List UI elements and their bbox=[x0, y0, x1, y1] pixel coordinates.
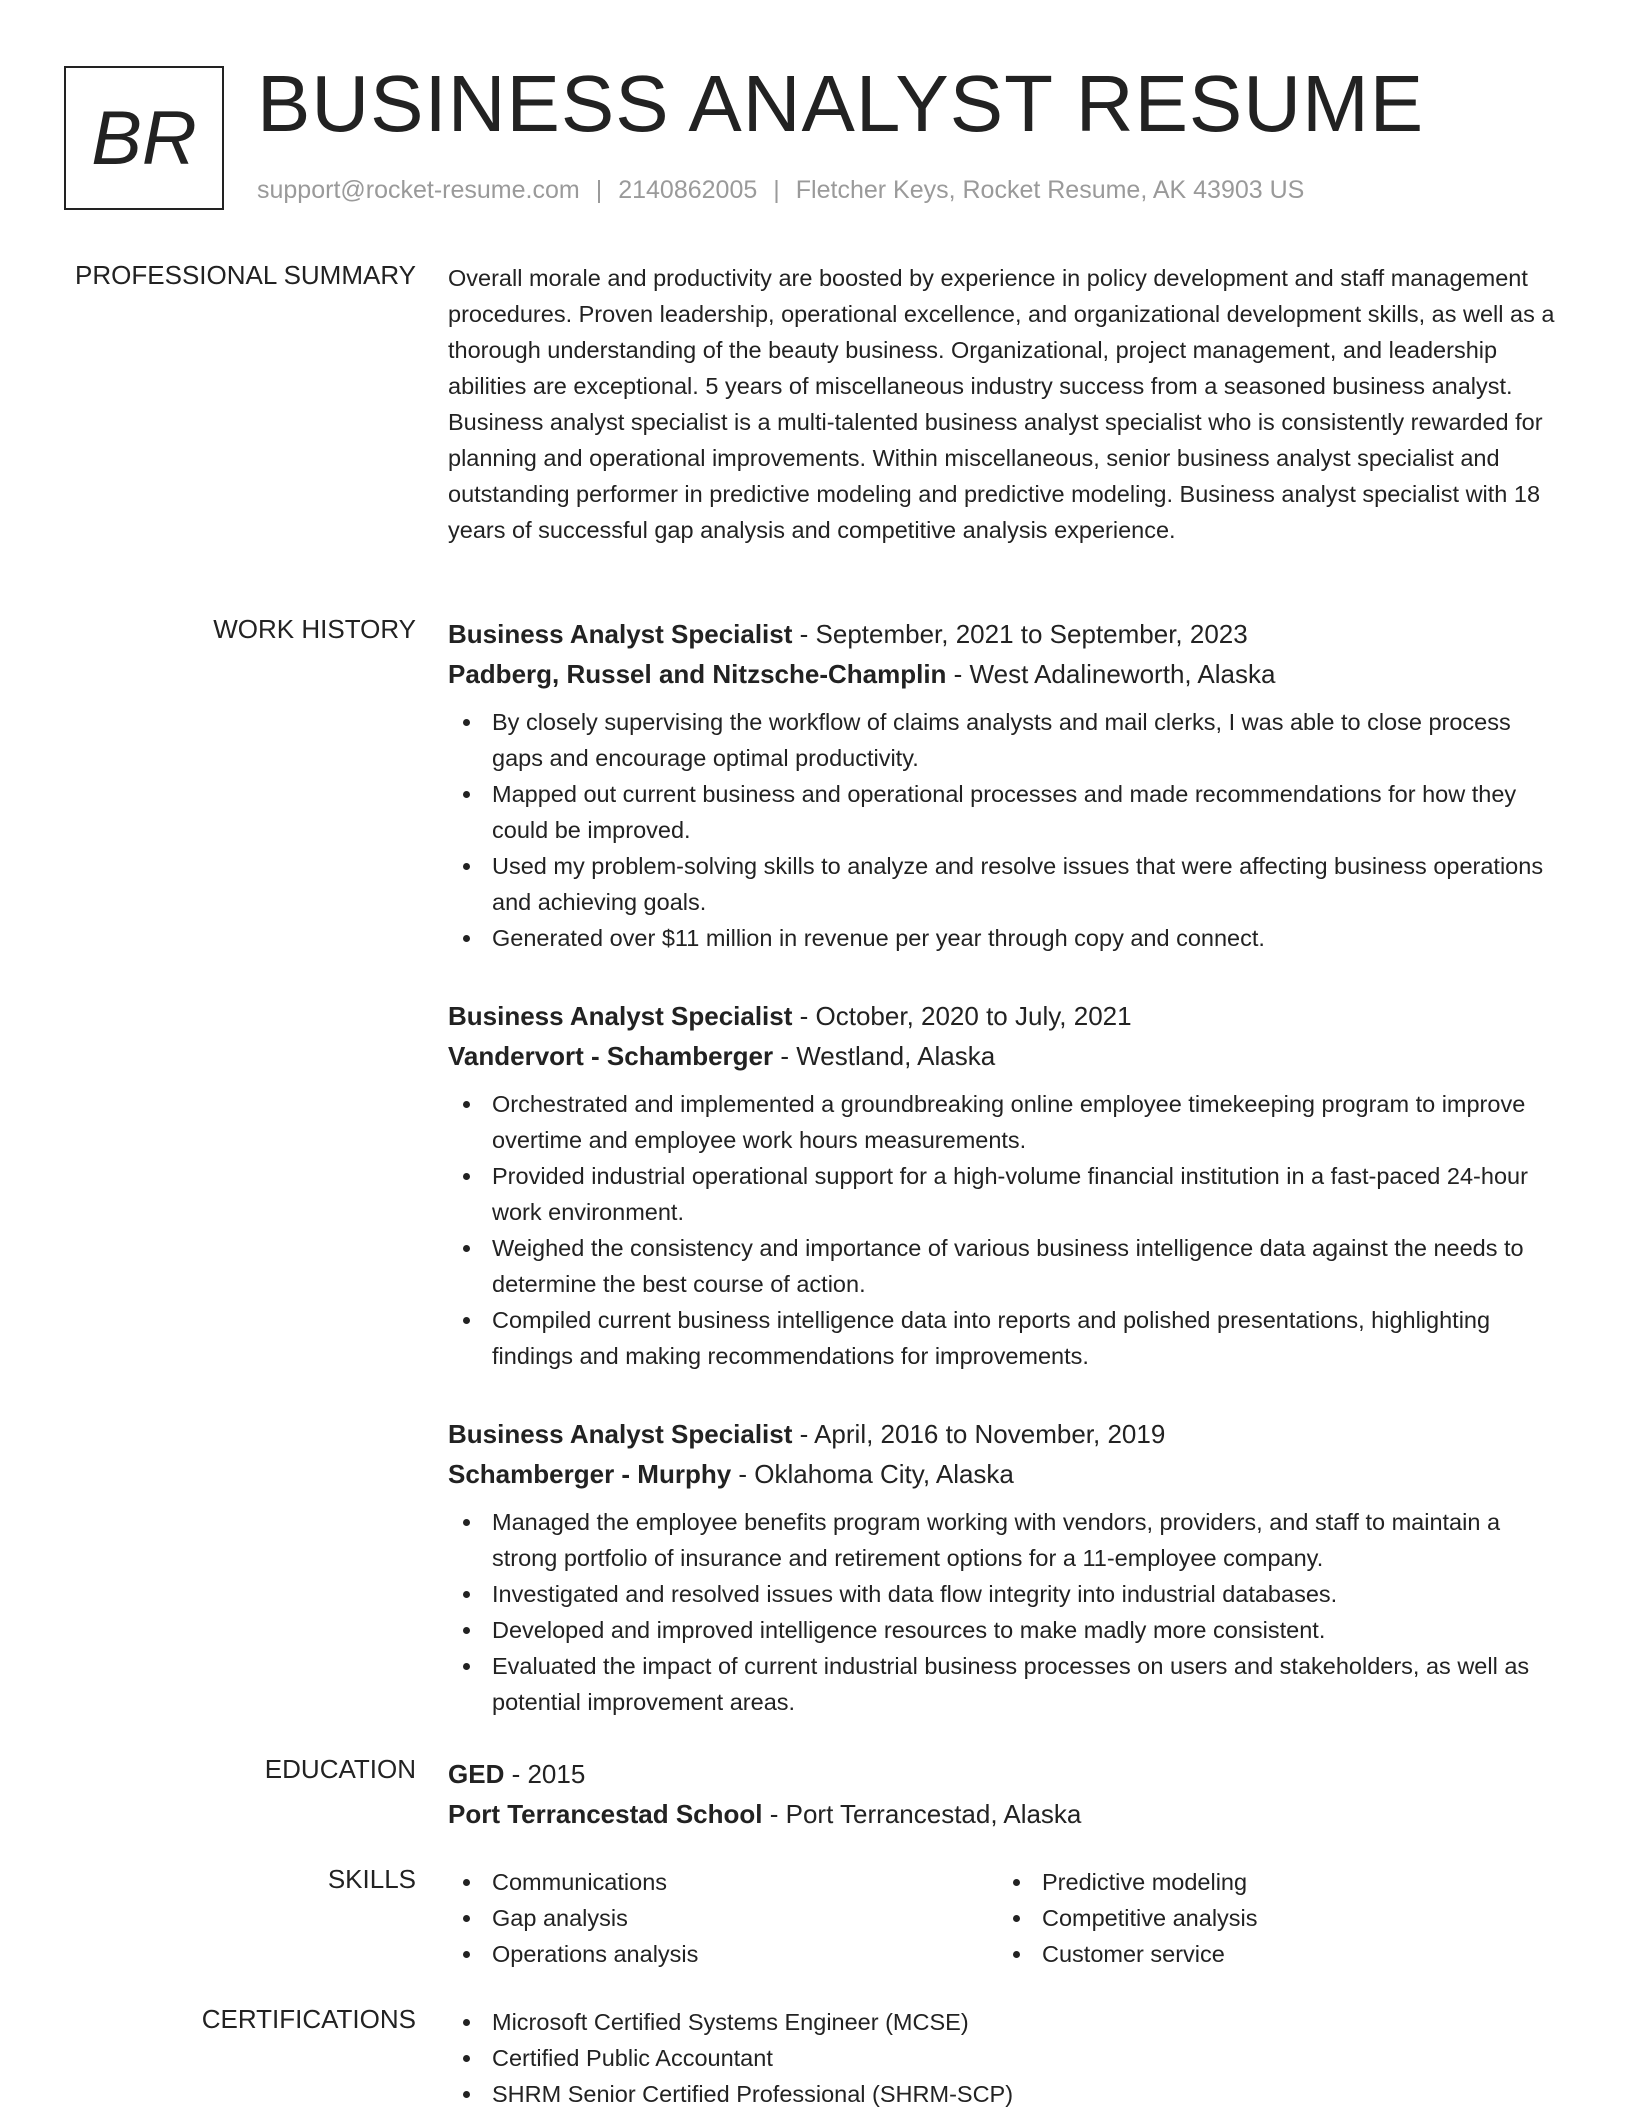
job-company: Vandervort - Schamberger bbox=[448, 1041, 774, 1071]
section-label-certifications: CERTIFICATIONS bbox=[201, 2004, 416, 2034]
job-location: - West Adalineworth, Alaska bbox=[946, 659, 1276, 689]
list-item: Generated over $11 million in revenue per year through copy and connect. bbox=[448, 920, 1563, 956]
list-item: Used my problem-solving skills to analyze and resolve issues that were affecting business operations and achieving goals. bbox=[448, 848, 1563, 920]
contact-email[interactable]: support@rocket-resume.com bbox=[257, 176, 580, 204]
list-item: Developed and improved intelligence resources to make madly more consistent. bbox=[448, 1612, 1563, 1648]
list-item: Certified Public Accountant bbox=[448, 2040, 1563, 2076]
contact-separator: | bbox=[773, 176, 780, 204]
job-title: Business Analyst Specialist bbox=[448, 1419, 793, 1449]
job-title-line bbox=[448, 614, 1563, 654]
education-year: - 2015 bbox=[504, 1759, 586, 1789]
contact-phone[interactable]: 2140862005 bbox=[618, 176, 758, 204]
list-item: Competitive analysis bbox=[998, 1900, 1548, 1936]
job-company-line bbox=[448, 1036, 1563, 1076]
section-label-work-history: WORK HISTORY bbox=[213, 614, 416, 644]
education-location: - Port Terrancestad, Alaska bbox=[762, 1799, 1082, 1829]
list-item: Microsoft Certified Systems Engineer (MCSE) bbox=[448, 2004, 1563, 2040]
job-company-line bbox=[448, 1454, 1563, 1494]
list-item: Orchestrated and implemented a groundbreaking online employee timekeeping program to improve overtime and employee work hours measurements. bbox=[448, 1086, 1563, 1158]
list-item: Investigated and resolved issues with data flow integrity into industrial databases. bbox=[448, 1576, 1563, 1612]
job-title: Business Analyst Specialist bbox=[448, 1001, 793, 1031]
job-dates: - October, 2020 to July, 2021 bbox=[792, 1001, 1132, 1031]
skills-list-left bbox=[448, 1864, 998, 1972]
contact-address: Fletcher Keys, Rocket Resume, AK 43903 US bbox=[795, 176, 1305, 204]
job-location: - Westland, Alaska bbox=[773, 1041, 996, 1071]
job-location: - Oklahoma City, Alaska bbox=[731, 1459, 1014, 1489]
list-item: Operations analysis bbox=[448, 1936, 998, 1972]
contact-separator: | bbox=[595, 176, 603, 204]
job-company-line bbox=[448, 654, 1563, 694]
list-item: Gap analysis bbox=[448, 1900, 998, 1936]
section-label-summary: PROFESSIONAL SUMMARY bbox=[75, 260, 416, 290]
list-item: Customer service bbox=[998, 1936, 1548, 1972]
list-item: By closely supervising the workflow of claims analysts and mail clerks, I was able to close process gaps and encourage optimal productivity. bbox=[448, 704, 1563, 776]
job-title-line bbox=[448, 996, 1563, 1036]
job-entry bbox=[448, 996, 1563, 1374]
summary-text: Overall morale and productivity are boosted by experience in policy development and staff management procedures. Proven leadership, operational excellence, and organizational development skills, as well as a thorough understanding of the beauty business. Organizational, project management, and leadership abilities are exceptional. 5 years of miscellaneous industry success from a seasoned business analyst. Business analyst specialist is a multi-talented business analyst specialist who is consistently rewarded for planning and operational improvements. Within miscellaneous, senior business analyst specialist and outstanding performer in predictive modeling and predictive modeling. Business analyst specialist with 18 years of successful gap analysis and competitive analysis experience. bbox=[448, 265, 1555, 543]
list-item: Provided industrial operational support for a high-volume financial institution in a fast-paced 24-hour work environment. bbox=[448, 1158, 1563, 1230]
section-label-education: EDUCATION bbox=[264, 1754, 416, 1784]
job-entry bbox=[448, 1414, 1563, 1720]
job-entry bbox=[448, 614, 1563, 956]
list-item: Predictive modeling bbox=[998, 1864, 1548, 1900]
education-degree: GED bbox=[448, 1759, 505, 1789]
education-degree-line bbox=[448, 1754, 1563, 1794]
education-school-line bbox=[448, 1794, 1563, 1834]
job-title-line bbox=[448, 1414, 1563, 1454]
contact-line bbox=[257, 176, 1304, 205]
job-dates: - April, 2016 to November, 2019 bbox=[792, 1419, 1166, 1449]
list-item: Managed the employee benefits program working with vendors, providers, and staff to maintain a strong portfolio of insurance and retirement options for a 11-employee company. bbox=[448, 1504, 1563, 1576]
monogram-badge: BR bbox=[64, 66, 224, 210]
certifications-list bbox=[448, 2004, 1563, 2112]
job-dates: - September, 2021 to September, 2023 bbox=[792, 619, 1248, 649]
education-school: Port Terrancestad School bbox=[448, 1799, 763, 1829]
list-item: Evaluated the impact of current industrial business processes on users and stakeholders, as well as potential improvement areas. bbox=[448, 1648, 1563, 1720]
job-company: Schamberger - Murphy bbox=[448, 1459, 732, 1489]
job-bullets bbox=[448, 1086, 1563, 1374]
section-label-skills: SKILLS bbox=[327, 1864, 416, 1894]
list-item: Compiled current business intelligence data into reports and polished presentations, highlighting findings and making recommendations for improvements. bbox=[448, 1302, 1563, 1374]
job-bullets bbox=[448, 704, 1563, 956]
skills-list-right bbox=[998, 1864, 1548, 1972]
list-item: Weighed the consistency and importance of various business intelligence data against the needs to determine the best course of action. bbox=[448, 1230, 1563, 1302]
list-item: Mapped out current business and operational processes and made recommendations for how they could be improved. bbox=[448, 776, 1563, 848]
page-title: BUSINESS ANALYST RESUME bbox=[257, 59, 1425, 148]
job-title: Business Analyst Specialist bbox=[448, 619, 793, 649]
list-item: Communications bbox=[448, 1864, 998, 1900]
job-bullets bbox=[448, 1504, 1563, 1720]
job-company: Padberg, Russel and Nitzsche-Champlin bbox=[448, 659, 947, 689]
skills-grid bbox=[448, 1864, 1563, 1972]
list-item: SHRM Senior Certified Professional (SHRM-SCP) bbox=[448, 2076, 1563, 2112]
